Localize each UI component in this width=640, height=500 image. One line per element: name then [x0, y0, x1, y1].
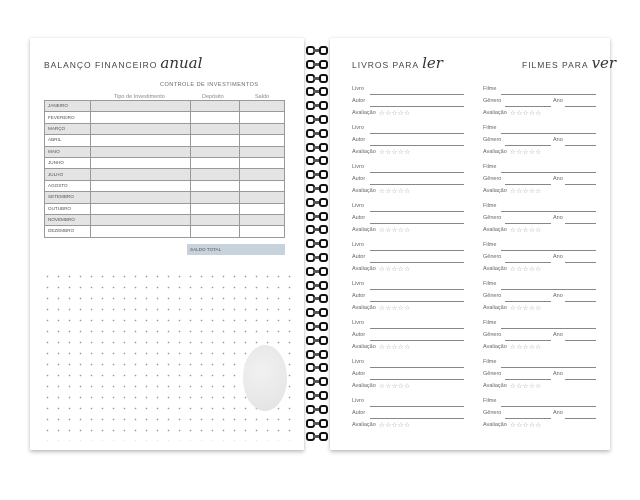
year-label: Ano [553, 293, 563, 299]
genre-label: Gênero [483, 137, 502, 143]
genre-line[interactable] [505, 379, 551, 380]
author-line[interactable] [370, 145, 464, 146]
author-line[interactable] [370, 340, 464, 341]
film-title-label: Filme [483, 320, 497, 326]
book-title-line[interactable] [370, 406, 464, 407]
genre-label: Gênero [483, 293, 502, 299]
year-label: Ano [553, 410, 563, 416]
rating-label: Avaliação [483, 344, 507, 350]
investment-type-cell[interactable] [91, 214, 191, 225]
rating-stars-icon[interactable]: ☆☆☆☆☆ [379, 422, 411, 429]
author-label: Autor [352, 176, 366, 182]
film-title-label: Filme [483, 125, 497, 131]
film-entry [483, 359, 596, 398]
book-title-label: Livro [352, 242, 364, 248]
rating-label: Avaliação [483, 305, 507, 311]
year-line[interactable] [565, 340, 596, 341]
title-script: ver [591, 54, 617, 72]
balance-cell[interactable] [240, 226, 285, 237]
spiral-ring [306, 377, 328, 386]
table-row [45, 226, 285, 237]
film-title-line[interactable] [501, 250, 596, 251]
film-entry [483, 86, 596, 125]
spiral-ring [306, 198, 328, 207]
books-list [352, 86, 464, 437]
rating-label: Avaliação [483, 383, 507, 389]
spiral-ring [306, 239, 328, 248]
rating-stars-icon[interactable]: ☆☆☆☆☆ [379, 227, 411, 234]
film-title-line[interactable] [501, 328, 596, 329]
rating-stars-icon[interactable]: ☆☆☆☆☆ [510, 344, 542, 351]
author-label: Autor [352, 98, 366, 104]
deposit-cell[interactable] [191, 214, 240, 225]
investment-type-cell[interactable] [91, 203, 191, 214]
genre-label: Gênero [483, 371, 502, 377]
film-title-label: Filme [483, 203, 497, 209]
spiral-ring [306, 322, 328, 331]
rating-stars-icon[interactable]: ☆☆☆☆☆ [379, 149, 411, 156]
year-line[interactable] [565, 379, 596, 380]
investment-type-cell[interactable] [91, 146, 191, 157]
deposit-cell[interactable] [191, 203, 240, 214]
month-label: MARÇO [45, 123, 91, 134]
year-label: Ano [553, 371, 563, 377]
total-balance-cell [187, 244, 285, 255]
film-title-label: Filme [483, 281, 497, 287]
book-title-line[interactable] [370, 94, 464, 95]
book-title-label: Livro [352, 203, 364, 209]
book-title-line[interactable] [370, 328, 464, 329]
investment-type-cell[interactable] [91, 192, 191, 203]
table-row [45, 135, 285, 146]
title-plain: LIVROS PARA [352, 60, 420, 70]
author-line[interactable] [370, 262, 464, 263]
genre-line[interactable] [505, 418, 551, 419]
book-title-label: Livro [352, 86, 364, 92]
spiral-ring [306, 212, 328, 221]
month-label: AGOSTO [45, 180, 91, 191]
title-script: anual [160, 54, 203, 72]
film-title-line[interactable] [501, 94, 596, 95]
decorative-watercolor-blob [243, 345, 287, 411]
rating-label: Avaliação [483, 422, 507, 428]
year-line[interactable] [565, 106, 596, 107]
spiral-ring [306, 74, 328, 83]
investment-type-cell[interactable] [91, 135, 191, 146]
investment-table [44, 100, 285, 238]
rating-stars-icon[interactable]: ☆☆☆☆☆ [510, 266, 542, 273]
deposit-cell[interactable] [191, 146, 240, 157]
film-entry [483, 398, 596, 437]
spiral-ring [306, 184, 328, 193]
month-label: JULHO [45, 169, 91, 180]
spiral-ring [306, 419, 328, 428]
spiral-ring [306, 143, 328, 152]
book-title-label: Livro [352, 281, 364, 287]
deposit-cell[interactable] [191, 180, 240, 191]
spiral-ring [306, 336, 328, 345]
author-line[interactable] [370, 301, 464, 302]
film-entry [483, 164, 596, 203]
investment-type-cell[interactable] [91, 123, 191, 134]
balance-cell[interactable] [240, 123, 285, 134]
spiral-ring [306, 170, 328, 179]
author-line[interactable] [370, 379, 464, 380]
spiral-ring [306, 405, 328, 414]
col-header-type: Tipo de Investimento [114, 94, 165, 100]
title-script: ler [422, 54, 443, 72]
title-plain: FILMES PARA [522, 60, 589, 70]
rating-stars-icon[interactable]: ☆☆☆☆☆ [379, 305, 411, 312]
spiral-ring [306, 267, 328, 276]
film-title-line[interactable] [501, 406, 596, 407]
balance-cell[interactable] [240, 112, 285, 123]
investment-type-cell[interactable] [91, 169, 191, 180]
films-list [483, 86, 596, 437]
month-label: FEVEREIRO [45, 112, 91, 123]
rating-label: Avaliação [352, 305, 376, 311]
author-label: Autor [352, 332, 366, 338]
rating-stars-icon[interactable]: ☆☆☆☆☆ [510, 305, 542, 312]
rating-label: Avaliação [483, 110, 507, 116]
rating-label: Avaliação [352, 110, 376, 116]
month-label: SETEMBRO [45, 192, 91, 203]
rating-stars-icon[interactable]: ☆☆☆☆☆ [510, 383, 542, 390]
book-title-label: Livro [352, 320, 364, 326]
investment-type-cell[interactable] [91, 112, 191, 123]
book-title-line[interactable] [370, 289, 464, 290]
financial-balance-title [44, 54, 202, 72]
investment-table-title: CONTROLE DE INVESTIMENTOS [160, 82, 259, 88]
film-entry [483, 242, 596, 281]
table-row [45, 169, 285, 180]
book-entry [352, 164, 464, 203]
deposit-cell[interactable] [191, 123, 240, 134]
right-page [330, 38, 617, 450]
author-line[interactable] [370, 106, 464, 107]
rating-label: Avaliação [352, 188, 376, 194]
balance-cell[interactable] [240, 180, 285, 191]
investment-type-cell[interactable] [91, 180, 191, 191]
book-entry [352, 242, 464, 281]
genre-label: Gênero [483, 332, 502, 338]
deposit-cell[interactable] [191, 101, 240, 112]
book-title-label: Livro [352, 398, 364, 404]
film-entry [483, 320, 596, 359]
table-row [45, 101, 285, 112]
genre-line[interactable] [505, 340, 551, 341]
book-title-label: Livro [352, 164, 364, 170]
table-row [45, 214, 285, 225]
author-label: Autor [352, 215, 366, 221]
author-line[interactable] [370, 223, 464, 224]
rating-stars-icon[interactable]: ☆☆☆☆☆ [379, 110, 411, 117]
year-label: Ano [553, 98, 563, 104]
table-row [45, 203, 285, 214]
month-label: DEZEMBRO [45, 226, 91, 237]
author-label: Autor [352, 293, 366, 299]
film-title-line[interactable] [501, 289, 596, 290]
author-line[interactable] [370, 418, 464, 419]
book-title-line[interactable] [370, 172, 464, 173]
year-line[interactable] [565, 262, 596, 263]
year-label: Ano [553, 215, 563, 221]
book-entry [352, 398, 464, 437]
book-entry [352, 281, 464, 320]
col-header-balance: Saldo [255, 94, 270, 100]
genre-line[interactable] [505, 145, 551, 146]
book-title-line[interactable] [370, 367, 464, 368]
investment-type-cell[interactable] [91, 157, 191, 168]
film-entry [483, 125, 596, 164]
left-page [30, 38, 304, 450]
balance-cell[interactable] [240, 214, 285, 225]
book-title-line[interactable] [370, 133, 464, 134]
rating-label: Avaliação [483, 227, 507, 233]
investment-type-cell[interactable] [91, 226, 191, 237]
film-title-line[interactable] [501, 133, 596, 134]
film-title-line[interactable] [501, 211, 596, 212]
book-entry [352, 203, 464, 242]
investment-type-cell[interactable] [91, 101, 191, 112]
films-to-watch-title [522, 54, 616, 72]
genre-label: Gênero [483, 254, 502, 260]
spiral-ring [306, 60, 328, 69]
spiral-ring [306, 129, 328, 138]
book-entry [352, 125, 464, 164]
spiral-ring [306, 46, 328, 55]
table-row [45, 180, 285, 191]
rating-stars-icon[interactable]: ☆☆☆☆☆ [510, 110, 542, 117]
genre-line[interactable] [505, 301, 551, 302]
rating-stars-icon[interactable]: ☆☆☆☆☆ [510, 422, 542, 429]
deposit-cell[interactable] [191, 192, 240, 203]
month-label: OUTUBRO [45, 203, 91, 214]
rating-label: Avaliação [352, 227, 376, 233]
rating-stars-icon[interactable]: ☆☆☆☆☆ [510, 188, 542, 195]
spiral-ring [306, 308, 328, 317]
deposit-cell[interactable] [191, 135, 240, 146]
genre-label: Gênero [483, 98, 502, 104]
film-title-line[interactable] [501, 172, 596, 173]
title-plain: BALANÇO FINANCEIRO [44, 60, 158, 70]
rating-label: Avaliação [352, 422, 376, 428]
spiral-ring [306, 87, 328, 96]
year-line[interactable] [565, 184, 596, 185]
spiral-ring [306, 225, 328, 234]
year-line[interactable] [565, 145, 596, 146]
rating-stars-icon[interactable]: ☆☆☆☆☆ [379, 188, 411, 195]
rating-label: Avaliação [483, 266, 507, 272]
books-to-read-title [352, 54, 443, 72]
spiral-ring [306, 115, 328, 124]
table-row [45, 192, 285, 203]
film-title-line[interactable] [501, 367, 596, 368]
rating-stars-icon[interactable]: ☆☆☆☆☆ [510, 149, 542, 156]
film-entry [483, 203, 596, 242]
film-entry [483, 281, 596, 320]
author-label: Autor [352, 254, 366, 260]
year-label: Ano [553, 137, 563, 143]
table-row [45, 112, 285, 123]
col-header-deposit: Depósito [202, 94, 224, 100]
author-label: Autor [352, 137, 366, 143]
spiral-ring [306, 432, 328, 441]
balance-cell[interactable] [240, 203, 285, 214]
book-title-label: Livro [352, 359, 364, 365]
rating-stars-icon[interactable]: ☆☆☆☆☆ [379, 266, 411, 273]
book-entry [352, 86, 464, 125]
film-title-label: Filme [483, 86, 497, 92]
table-row [45, 146, 285, 157]
genre-label: Gênero [483, 410, 502, 416]
genre-label: Gênero [483, 215, 502, 221]
spiral-ring [306, 101, 328, 110]
rating-label: Avaliação [352, 344, 376, 350]
balance-cell[interactable] [240, 146, 285, 157]
balance-cell[interactable] [240, 101, 285, 112]
month-label: JANEIRO [45, 101, 91, 112]
year-label: Ano [553, 254, 563, 260]
year-label: Ano [553, 176, 563, 182]
year-label: Ano [553, 332, 563, 338]
rating-label: Avaliação [352, 266, 376, 272]
spiral-binding [304, 40, 330, 452]
rating-label: Avaliação [352, 383, 376, 389]
total-balance-label: SALDO TOTAL [190, 247, 222, 252]
spiral-ring [306, 253, 328, 262]
rating-stars-icon[interactable]: ☆☆☆☆☆ [379, 344, 411, 351]
spiral-ring [306, 281, 328, 290]
balance-cell[interactable] [240, 157, 285, 168]
spiral-ring [306, 156, 328, 165]
year-line[interactable] [565, 418, 596, 419]
genre-line[interactable] [505, 184, 551, 185]
film-title-label: Filme [483, 242, 497, 248]
book-title-label: Livro [352, 125, 364, 131]
deposit-cell[interactable] [191, 157, 240, 168]
film-title-label: Filme [483, 164, 497, 170]
spiral-ring [306, 294, 328, 303]
genre-line[interactable] [505, 262, 551, 263]
book-entry [352, 320, 464, 359]
month-label: ABRIL [45, 135, 91, 146]
rating-label: Avaliação [483, 149, 507, 155]
table-row [45, 157, 285, 168]
month-label: NOVEMBRO [45, 214, 91, 225]
genre-line[interactable] [505, 106, 551, 107]
book-entry [352, 359, 464, 398]
spiral-ring [306, 350, 328, 359]
balance-cell[interactable] [240, 169, 285, 180]
month-label: MAIO [45, 146, 91, 157]
rating-label: Avaliação [483, 188, 507, 194]
genre-line[interactable] [505, 223, 551, 224]
deposit-cell[interactable] [191, 112, 240, 123]
table-row [45, 123, 285, 134]
spiral-ring [306, 391, 328, 400]
deposit-cell[interactable] [191, 226, 240, 237]
genre-label: Gênero [483, 176, 502, 182]
rating-stars-icon[interactable]: ☆☆☆☆☆ [379, 383, 411, 390]
year-line[interactable] [565, 223, 596, 224]
year-line[interactable] [565, 301, 596, 302]
film-title-label: Filme [483, 359, 497, 365]
deposit-cell[interactable] [191, 169, 240, 180]
balance-cell[interactable] [240, 192, 285, 203]
book-title-line[interactable] [370, 211, 464, 212]
author-label: Autor [352, 371, 366, 377]
author-line[interactable] [370, 184, 464, 185]
author-label: Autor [352, 410, 366, 416]
spiral-ring [306, 363, 328, 372]
book-title-line[interactable] [370, 250, 464, 251]
film-title-label: Filme [483, 398, 497, 404]
rating-label: Avaliação [352, 149, 376, 155]
month-label: JUNHO [45, 157, 91, 168]
rating-stars-icon[interactable]: ☆☆☆☆☆ [510, 227, 542, 234]
balance-cell[interactable] [240, 135, 285, 146]
